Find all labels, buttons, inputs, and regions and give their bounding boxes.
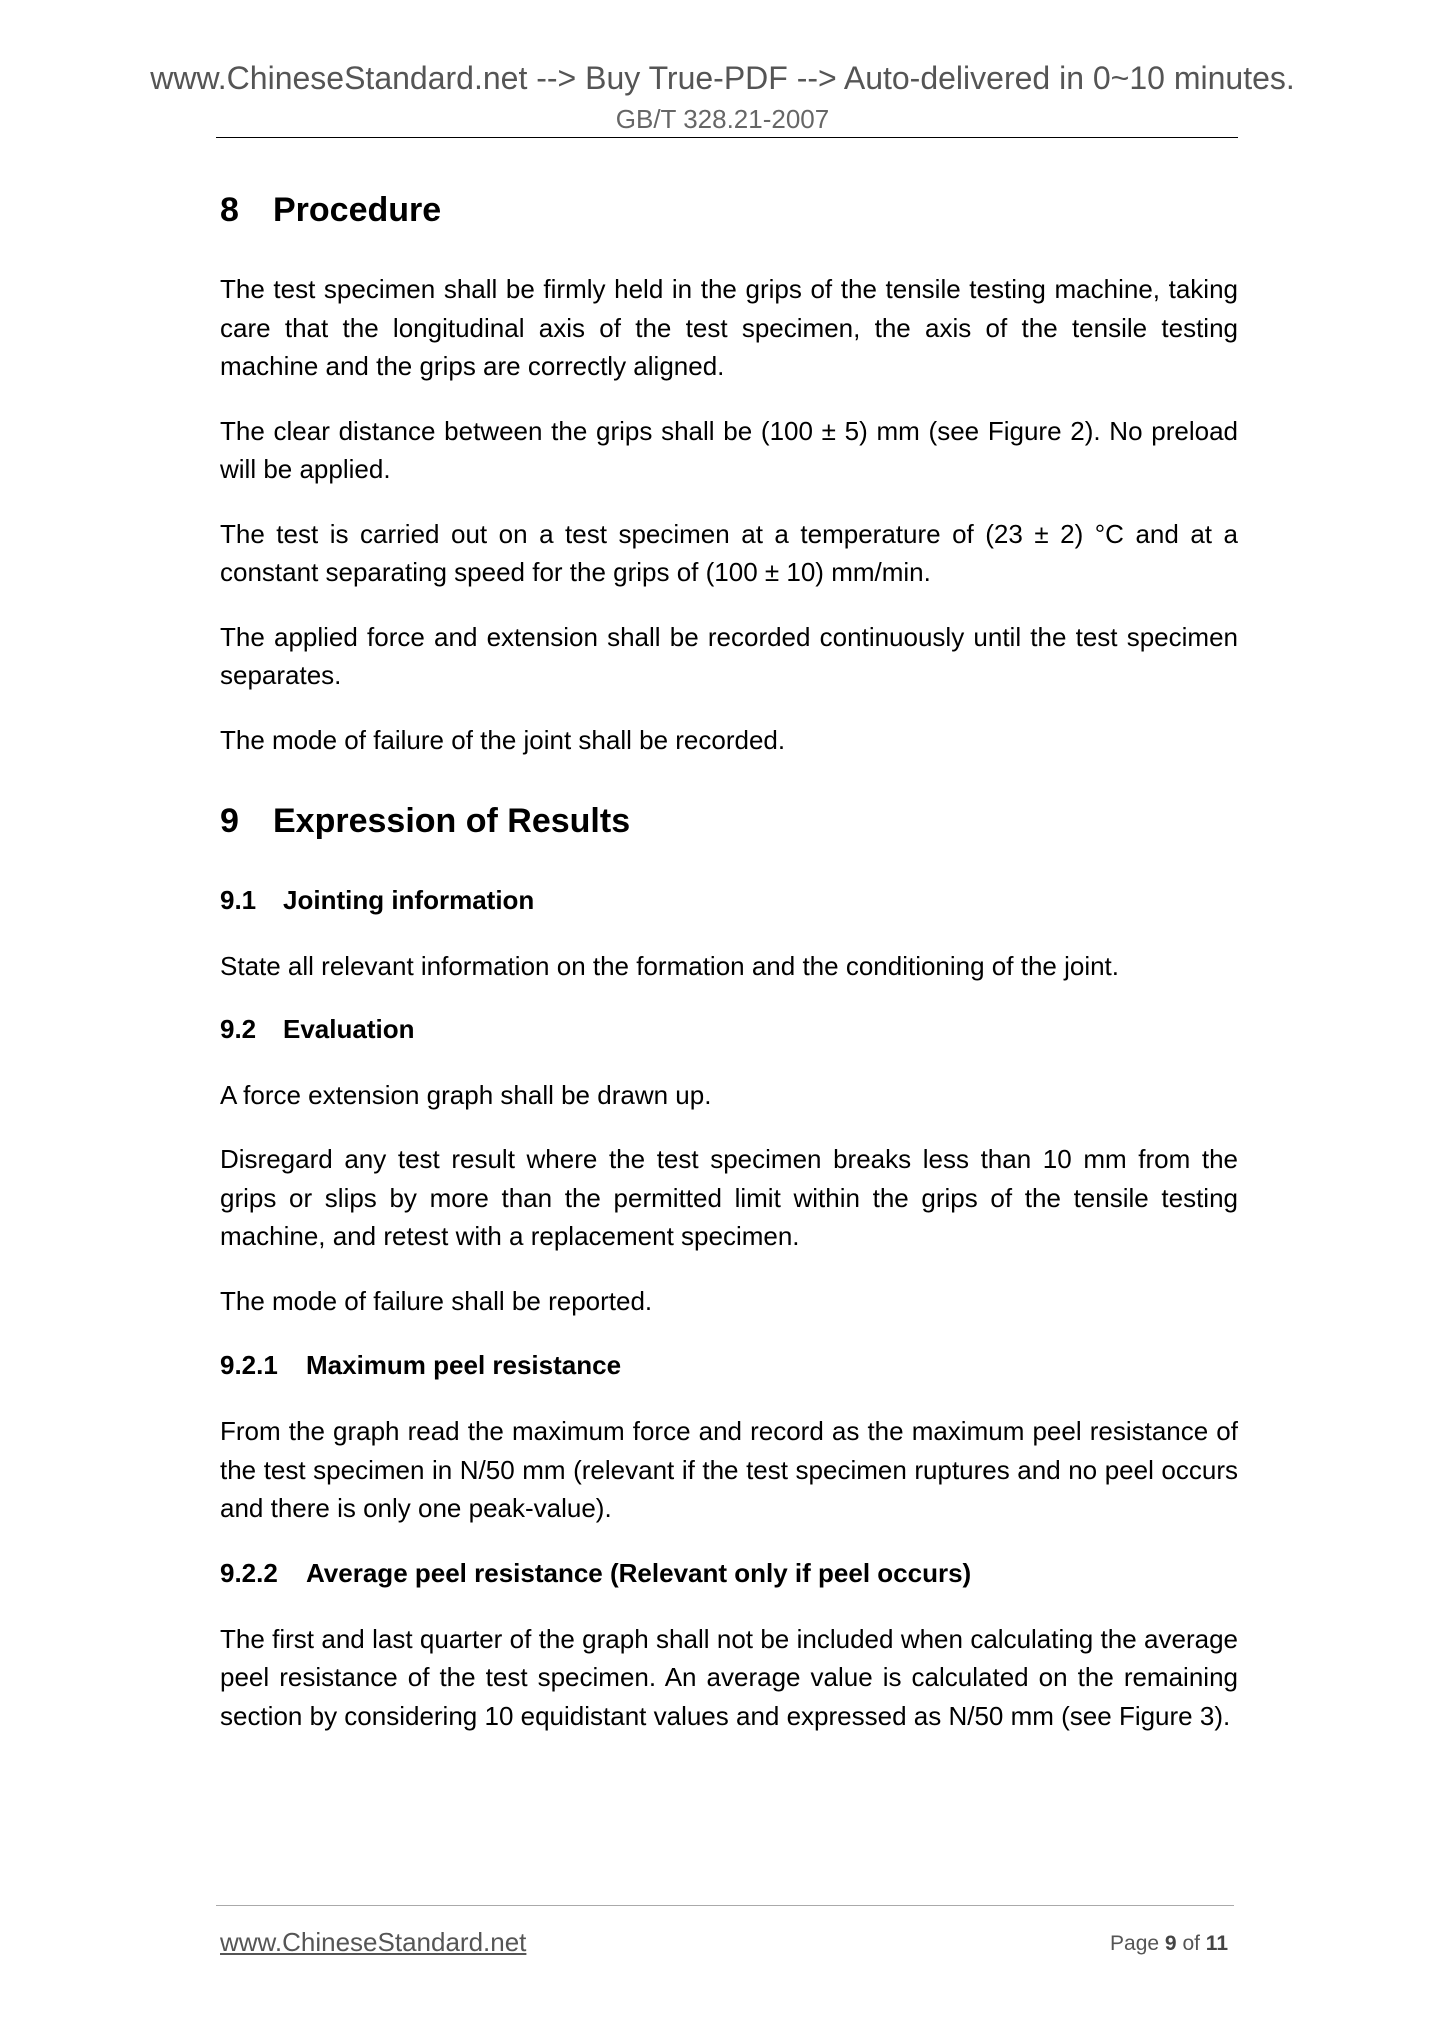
section-number: 8	[220, 191, 239, 229]
paragraph: The applied force and extension shall be recorded continuously until the test specimen separates.	[220, 621, 1238, 690]
page-label: Page	[1110, 1932, 1160, 1955]
section-number: 9.1	[220, 885, 257, 915]
section-9-2-2-heading	[220, 1556, 1238, 1590]
document-number: GB/T 328.21-2007	[615, 104, 830, 134]
header-divider	[216, 137, 1238, 138]
section-number: 9.2.2	[220, 1557, 278, 1588]
section-9-1-heading	[220, 883, 1238, 917]
page-current: 9	[1164, 1932, 1177, 1955]
page-indicator	[1020, 1930, 1228, 1958]
section-title: Expression of Results	[273, 802, 631, 840]
section-9-2-heading	[220, 1012, 1238, 1046]
section-title: Maximum peel resistance	[306, 1350, 622, 1380]
paragraph: The mode of failure shall be reported.	[220, 1285, 653, 1316]
footer-site-link[interactable]: www.ChineseStandard.net	[220, 1927, 527, 1957]
paragraph: State all relevant information on the formation and the conditioning of the joint.	[220, 951, 1120, 981]
paragraph: The test is carried out on a test specimen at a temperature of (23 ± 2) °C and at a constant separating speed for the grips of (100 ± 10) mm/min.	[220, 518, 1238, 587]
page-of: of	[1182, 1932, 1200, 1955]
paragraph: Disregard any test result where the test specimen breaks less than 10 mm from the grips or slips by more than the permitted limit within the grips of the tensile testing machine, and retest with a replacement specimen.	[220, 1144, 1238, 1251]
section-title: Evaluation	[283, 1013, 415, 1044]
paragraph: The clear distance between the grips shall be (100 ± 5) mm (see Figure 2). No preload will be applied.	[220, 415, 1238, 484]
paragraph: A force extension graph shall be drawn up.	[220, 1079, 712, 1110]
header-banner: www.ChineseStandard.net --> Buy True-PDF --> Auto-delivered in 0~10 minutes.	[150, 60, 1295, 96]
section-title: Jointing information	[283, 885, 535, 915]
footer-divider	[216, 1905, 1234, 1906]
page-total: 11	[1205, 1932, 1228, 1955]
paragraph: The mode of failure of the joint shall be recorded.	[220, 724, 786, 755]
page-content	[220, 190, 1238, 1735]
section-number: 9.2.1	[220, 1350, 278, 1380]
section-8-heading	[220, 190, 1238, 230]
section-title: Procedure	[273, 191, 442, 229]
section-number: 9.2	[220, 1013, 257, 1044]
section-title: Average peel resistance (Relevant only if peel occurs)	[306, 1557, 972, 1588]
paragraph: From the graph read the maximum force and record as the maximum peel resistance of the test specimen in N/50 mm (relevant if the test specimen ruptures and no peel occurs and there is only one peak-value).	[220, 1416, 1238, 1523]
paragraph: The test specimen shall be firmly held in the grips of the tensile testing machine, taking care that the longitudinal axis of the test specimen, the axis of the tensile testing machine and the grips are correctly aligned.	[220, 274, 1238, 381]
section-9-heading	[220, 801, 1238, 841]
paragraph: The first and last quarter of the graph shall not be included when calculating the average peel resistance of the test specimen. An average value is calculated on the remaining section by considering 10 equidistant values and expressed as N/50 mm (see Figure 3).	[220, 1623, 1238, 1731]
section-number: 9	[220, 802, 239, 840]
section-9-2-1-heading	[220, 1348, 1238, 1382]
